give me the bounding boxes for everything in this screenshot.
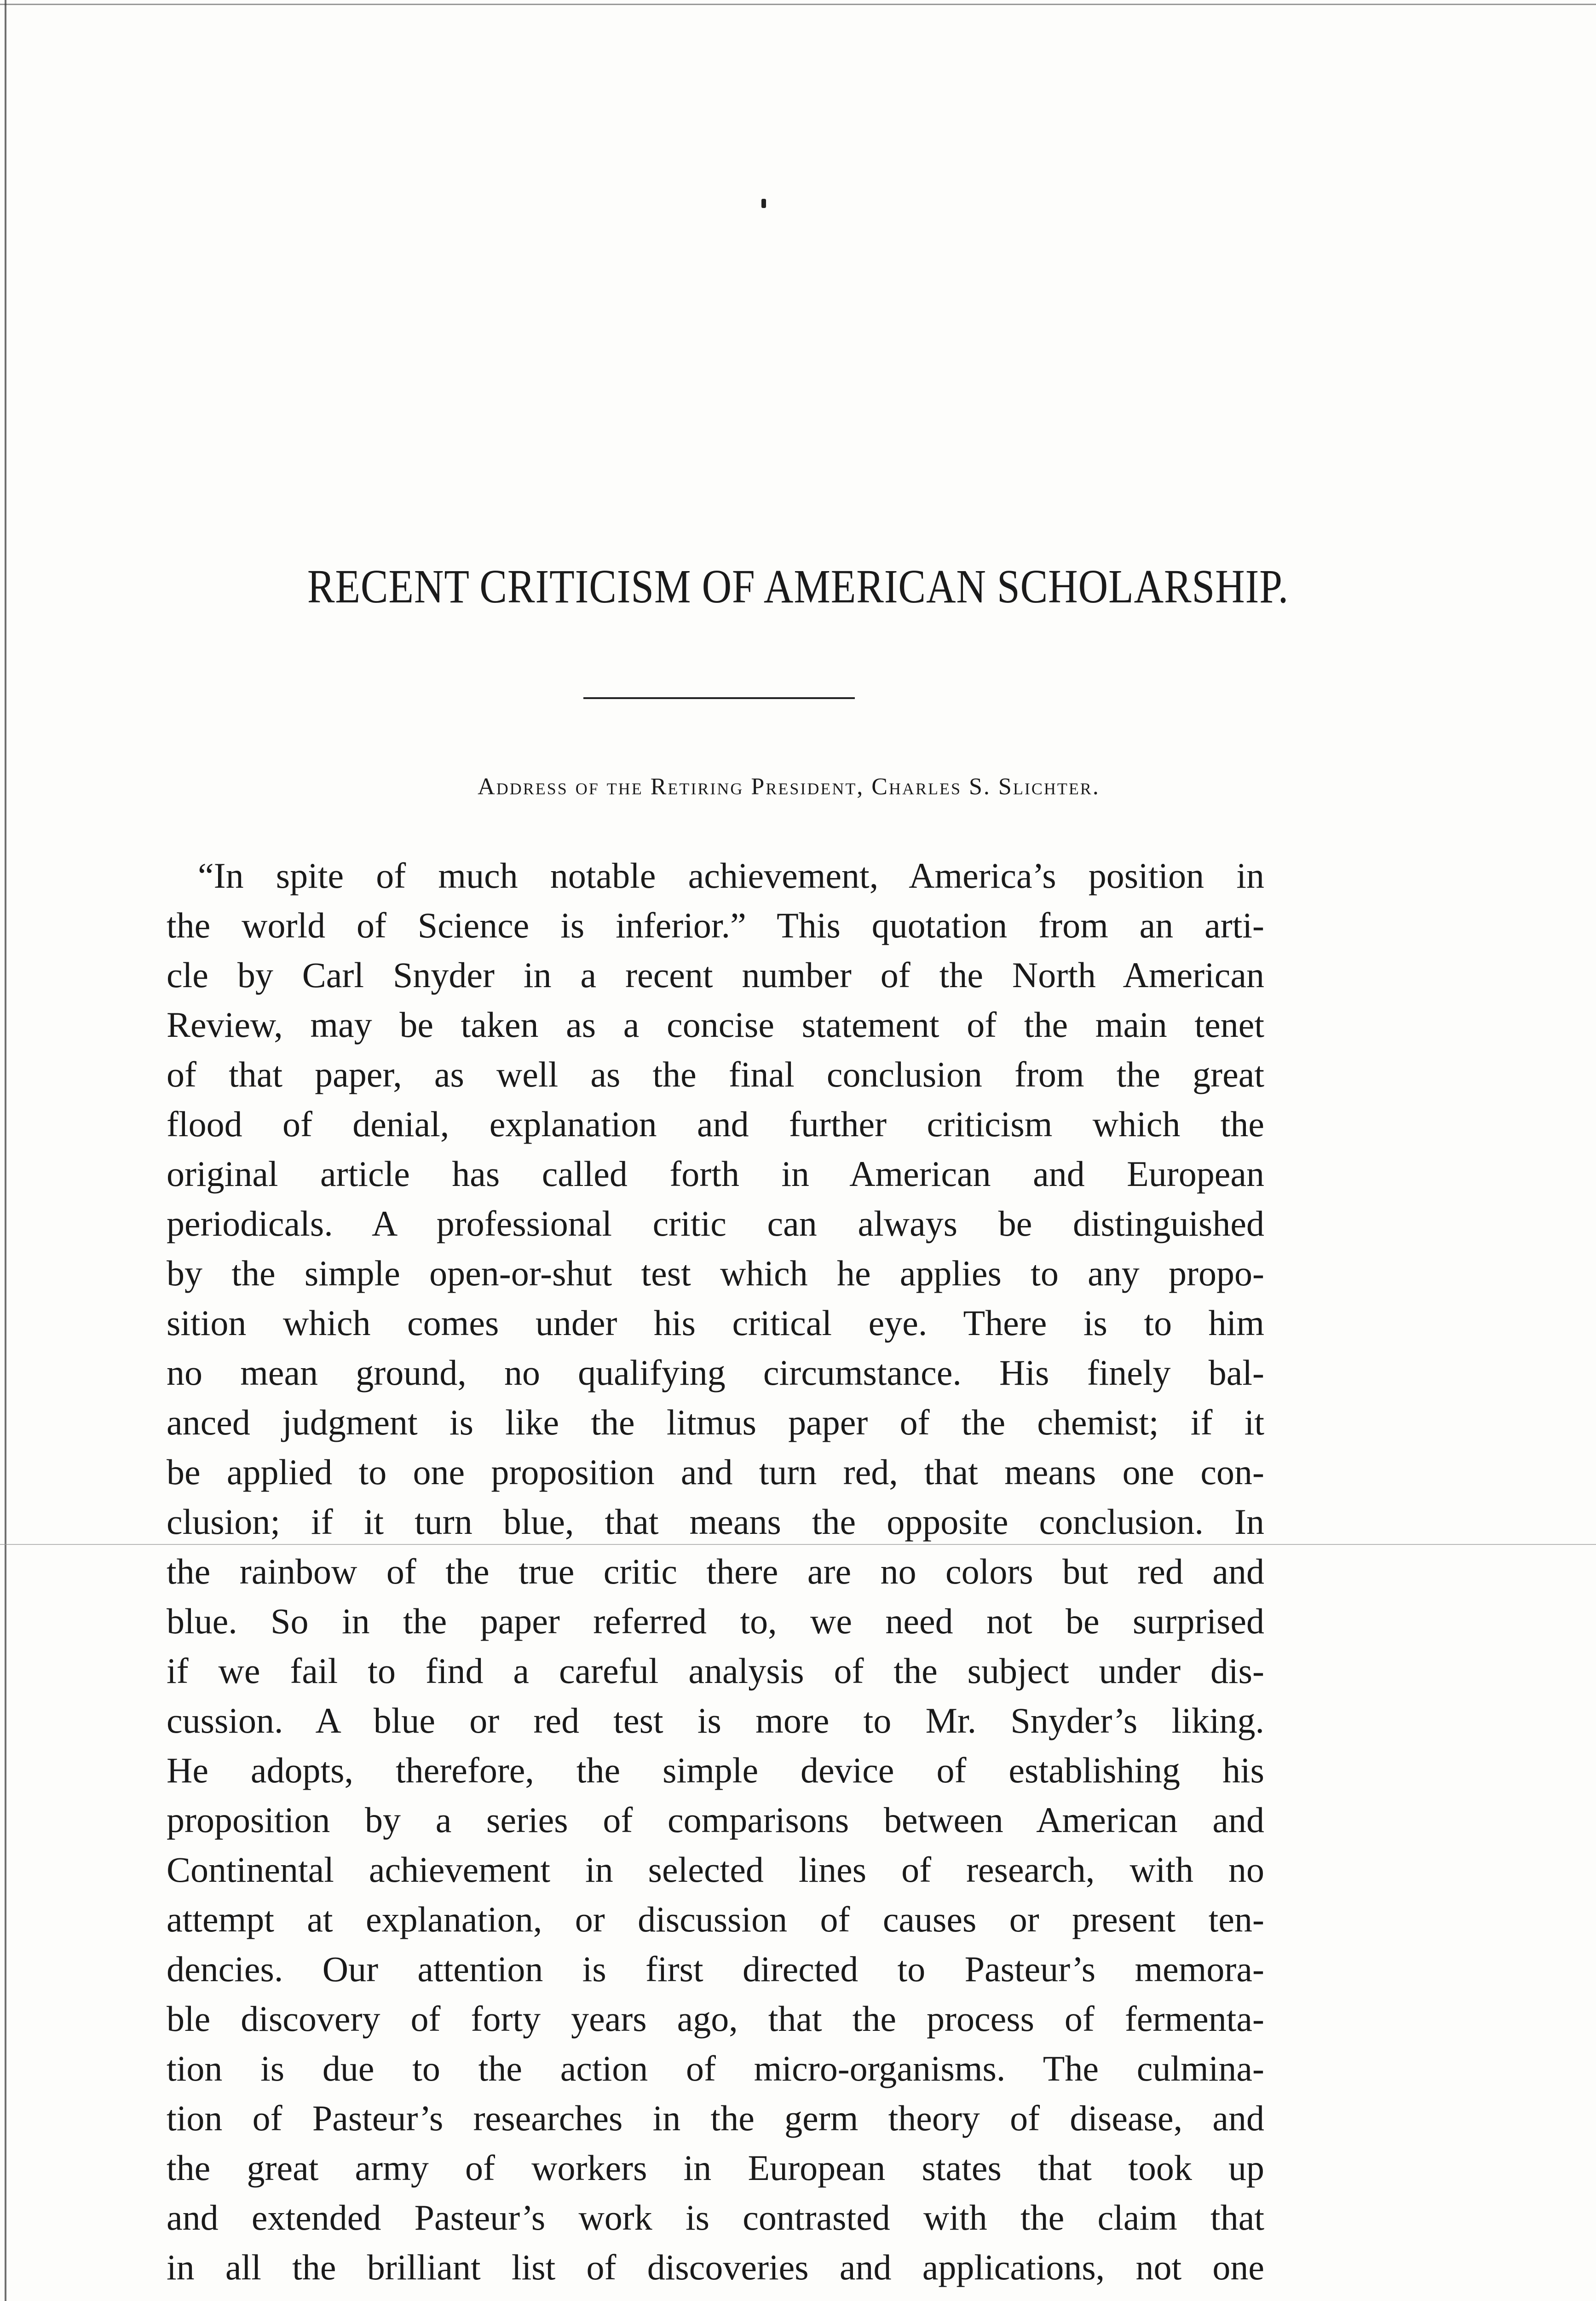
body-line: “In spite of much notable achievement, America’s position in [198,856,1264,896]
body-line: anced judgment is like the litmus paper of the chemist; if it [167,1402,1264,1442]
body-line: blue. So in the paper referred to, we need not be surprised [167,1601,1264,1641]
article-title: RECENT CRITICISM OF AMERICAN SCHOLARSHIP. [307,560,1289,613]
body-line: no mean ground, no qualifying circumstance. His finely bal- [167,1353,1264,1393]
body-line: be applied to one proposition and turn red, that means one con- [167,1452,1264,1492]
title-divider-rule [583,697,855,699]
body-line: clusion; if it turn blue, that means the opposite conclusion. In [167,1502,1264,1542]
body-line: if we fail to find a careful analysis of the subject under dis- [167,1651,1264,1691]
top-edge-rule [0,4,1596,5]
left-edge-rule [5,0,6,2301]
body-line: Review, may be taken as a concise statement of the main tenet [167,1005,1264,1045]
body-line: periodicals. A professional critic can always be distinguished [167,1203,1264,1243]
body-line: sition which comes under his critical eye. There is to him [167,1303,1264,1343]
body-line: proposition by a series of comparisons between American and [167,1800,1264,1840]
body-line: original article has called forth in American and European [167,1154,1264,1194]
body-line: in all the brilliant list of discoveries and applications, not one [167,2247,1264,2287]
body-line: dencies. Our attention is first directed to Pasteur’s memora- [167,1949,1264,1989]
body-line: cussion. A blue or red test is more to Mr. Snyder’s liking. [167,1700,1264,1740]
body-line: He adopts, therefore, the simple device of establishing his [167,1750,1264,1790]
body-line: the great army of workers in European states that took up [167,2148,1264,2188]
body-line: ble discovery of forty years ago, that the process of fermenta- [167,1999,1264,2039]
body-line: and extended Pasteur’s work is contrasted with the claim that [167,2197,1264,2237]
body-line: of that paper, as well as the final conclusion from the great [167,1054,1264,1094]
body-line: attempt at explanation, or discussion of causes or present ten- [167,1899,1264,1939]
body-line: the world of Science is inferior.” This quotation from an arti- [167,905,1264,945]
body-line: by the simple open-or-shut test which he applies to any propo- [167,1253,1264,1293]
body-line: flood of denial, explanation and further criticism which the [167,1104,1264,1144]
article-byline: Address of the Retiring President, Charles S. Slichter. [478,774,1100,800]
body-line: Continental achievement in selected lines of research, with no [167,1850,1264,1890]
body-line: cle by Carl Snyder in a recent number of the North American [167,955,1264,995]
body-line: the rainbow of the true critic there are no colors but red and [167,1551,1264,1591]
body-line: tion of Pasteur’s researches in the germ theory of disease, and [167,2098,1264,2138]
body-line: tion is due to the action of micro-organisms. The culmina- [167,2048,1264,2088]
ink-dot-mark [761,199,766,208]
